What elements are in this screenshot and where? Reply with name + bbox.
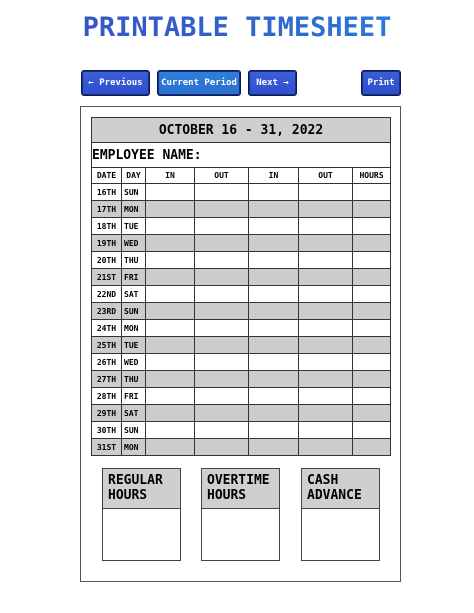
cash-advance-box: [301, 468, 380, 561]
row-in-2-field[interactable]: [249, 337, 299, 354]
row-out-2-field[interactable]: [299, 269, 353, 286]
table-row: [92, 320, 391, 337]
row-hours-field[interactable]: [353, 184, 391, 201]
row-in-2-field[interactable]: [249, 405, 299, 422]
overtime-hours-field[interactable]: [202, 509, 279, 560]
table-row: [92, 439, 391, 456]
row-date: 28TH: [92, 388, 122, 405]
row-in-1-field[interactable]: [146, 422, 195, 439]
row-hours-field[interactable]: [353, 303, 391, 320]
row-in-1-field[interactable]: [146, 439, 195, 456]
table-row: [92, 337, 391, 354]
row-in-2-field[interactable]: [249, 269, 299, 286]
row-in-1-field[interactable]: [146, 218, 195, 235]
row-out-1-field[interactable]: [195, 371, 249, 388]
row-date: 25TH: [92, 337, 122, 354]
row-in-2-field[interactable]: [249, 439, 299, 456]
row-in-1-field[interactable]: [146, 303, 195, 320]
row-out-2-field[interactable]: [299, 337, 353, 354]
row-out-2-field[interactable]: [299, 320, 353, 337]
row-in-1-field[interactable]: [146, 354, 195, 371]
row-out-2-field[interactable]: [299, 235, 353, 252]
table-row: [92, 371, 391, 388]
row-out-1-field[interactable]: [195, 405, 249, 422]
row-in-1-field[interactable]: [146, 405, 195, 422]
row-hours-field[interactable]: [353, 286, 391, 303]
row-in-1-field[interactable]: [146, 184, 195, 201]
row-in-1-field[interactable]: [146, 286, 195, 303]
row-out-2-field[interactable]: [299, 371, 353, 388]
regular-hours-box: [102, 468, 181, 561]
table-row: [92, 235, 391, 252]
regular-hours-field[interactable]: [103, 509, 180, 560]
row-day: WED: [122, 235, 146, 252]
table-row: [92, 269, 391, 286]
header-hours: HOURS: [353, 168, 391, 184]
row-day: SAT: [122, 405, 146, 422]
next-period-button[interactable]: Next →: [248, 70, 297, 96]
overtime-hours-box: [201, 468, 280, 561]
row-out-2-field[interactable]: [299, 184, 353, 201]
row-in-2-field[interactable]: [249, 354, 299, 371]
row-out-1-field[interactable]: [195, 286, 249, 303]
period-row: [92, 118, 391, 143]
row-in-1-field[interactable]: [146, 269, 195, 286]
cash-advance-field[interactable]: [302, 509, 379, 560]
header-in-2: IN: [249, 168, 299, 184]
row-hours-field[interactable]: [353, 320, 391, 337]
row-in-2-field[interactable]: [249, 388, 299, 405]
row-out-2-field[interactable]: [299, 303, 353, 320]
row-day: WED: [122, 354, 146, 371]
row-in-2-field[interactable]: [249, 184, 299, 201]
header-date: DATE: [92, 168, 122, 184]
timesheet-card: [80, 106, 401, 582]
row-in-2-field[interactable]: [249, 303, 299, 320]
row-out-1-field[interactable]: [195, 337, 249, 354]
table-row: [92, 422, 391, 439]
row-hours-field[interactable]: [353, 218, 391, 235]
row-hours-field[interactable]: [353, 235, 391, 252]
row-out-1-field[interactable]: [195, 320, 249, 337]
row-date: 20TH: [92, 252, 122, 269]
row-out-2-field[interactable]: [299, 252, 353, 269]
cash-advance-label: CASH ADVANCE: [302, 469, 379, 509]
row-in-1-field[interactable]: [146, 235, 195, 252]
row-hours-field[interactable]: [353, 252, 391, 269]
table-row: [92, 303, 391, 320]
row-out-1-field[interactable]: [195, 422, 249, 439]
row-out-1-field[interactable]: [195, 184, 249, 201]
row-out-2-field[interactable]: [299, 201, 353, 218]
table-row: [92, 184, 391, 201]
employee-name-row: [92, 143, 391, 168]
row-hours-field[interactable]: [353, 354, 391, 371]
row-hours-field[interactable]: [353, 405, 391, 422]
table-row: [92, 252, 391, 269]
row-out-2-field[interactable]: [299, 439, 353, 456]
row-hours-field[interactable]: [353, 201, 391, 218]
employee-name-label: EMPLOYEE NAME:: [92, 143, 391, 168]
row-out-1-field[interactable]: [195, 439, 249, 456]
row-in-1-field[interactable]: [146, 320, 195, 337]
row-out-1-field[interactable]: [195, 303, 249, 320]
previous-period-button[interactable]: ← Previous: [81, 70, 150, 96]
row-day: MON: [122, 320, 146, 337]
row-day: THU: [122, 252, 146, 269]
row-in-1-field[interactable]: [146, 201, 195, 218]
row-out-1-field[interactable]: [195, 218, 249, 235]
header-out-2: OUT: [299, 168, 353, 184]
row-in-2-field[interactable]: [249, 235, 299, 252]
row-day: TUE: [122, 218, 146, 235]
row-day: FRI: [122, 388, 146, 405]
table-row: [92, 405, 391, 422]
row-in-2-field[interactable]: [249, 201, 299, 218]
row-date: 18TH: [92, 218, 122, 235]
row-in-2-field[interactable]: [249, 252, 299, 269]
row-in-1-field[interactable]: [146, 337, 195, 354]
period-label: OCTOBER 16 - 31, 2022: [92, 118, 391, 143]
row-out-1-field[interactable]: [195, 235, 249, 252]
row-date: 27TH: [92, 371, 122, 388]
row-out-2-field[interactable]: [299, 422, 353, 439]
page-title: PRINTABLE TIMESHEET: [0, 12, 474, 43]
table-row: [92, 201, 391, 218]
row-out-2-field[interactable]: [299, 405, 353, 422]
table-row: [92, 388, 391, 405]
row-in-2-field[interactable]: [249, 320, 299, 337]
row-out-1-field[interactable]: [195, 354, 249, 371]
table-row: [92, 354, 391, 371]
table-row: [92, 218, 391, 235]
row-day: SUN: [122, 184, 146, 201]
row-date: 24TH: [92, 320, 122, 337]
row-in-2-field[interactable]: [249, 422, 299, 439]
row-day: MON: [122, 439, 146, 456]
row-day: SUN: [122, 422, 146, 439]
row-date: 17TH: [92, 201, 122, 218]
row-in-1-field[interactable]: [146, 371, 195, 388]
overtime-hours-label: OVERTIME HOURS: [202, 469, 279, 509]
row-date: 30TH: [92, 422, 122, 439]
row-date: 23RD: [92, 303, 122, 320]
row-day: FRI: [122, 269, 146, 286]
row-date: 29TH: [92, 405, 122, 422]
row-out-1-field[interactable]: [195, 388, 249, 405]
row-date: 26TH: [92, 354, 122, 371]
row-day: THU: [122, 371, 146, 388]
regular-hours-label: REGULAR HOURS: [103, 469, 180, 509]
row-day: MON: [122, 201, 146, 218]
header-day: DAY: [122, 168, 146, 184]
row-day: TUE: [122, 337, 146, 354]
row-in-1-field[interactable]: [146, 252, 195, 269]
row-out-2-field[interactable]: [299, 388, 353, 405]
column-header-row: [92, 168, 391, 184]
row-out-1-field[interactable]: [195, 269, 249, 286]
print-button[interactable]: Print: [361, 70, 401, 96]
row-hours-field[interactable]: [353, 422, 391, 439]
row-date: 21ST: [92, 269, 122, 286]
row-hours-field[interactable]: [353, 269, 391, 286]
row-hours-field[interactable]: [353, 337, 391, 354]
row-date: 16TH: [92, 184, 122, 201]
row-out-1-field[interactable]: [195, 201, 249, 218]
current-period-button[interactable]: Current Period: [157, 70, 241, 96]
table-row: [92, 286, 391, 303]
row-date: 22ND: [92, 286, 122, 303]
row-out-2-field[interactable]: [299, 218, 353, 235]
row-in-2-field[interactable]: [249, 218, 299, 235]
row-hours-field[interactable]: [353, 371, 391, 388]
timesheet-table: [91, 117, 391, 456]
row-in-2-field[interactable]: [249, 286, 299, 303]
row-day: SUN: [122, 303, 146, 320]
row-date: 31ST: [92, 439, 122, 456]
row-hours-field[interactable]: [353, 388, 391, 405]
row-out-2-field[interactable]: [299, 286, 353, 303]
row-date: 19TH: [92, 235, 122, 252]
row-out-1-field[interactable]: [195, 252, 249, 269]
row-hours-field[interactable]: [353, 439, 391, 456]
header-out-1: OUT: [195, 168, 249, 184]
row-in-2-field[interactable]: [249, 371, 299, 388]
header-in-1: IN: [146, 168, 195, 184]
row-out-2-field[interactable]: [299, 354, 353, 371]
row-in-1-field[interactable]: [146, 388, 195, 405]
row-day: SAT: [122, 286, 146, 303]
